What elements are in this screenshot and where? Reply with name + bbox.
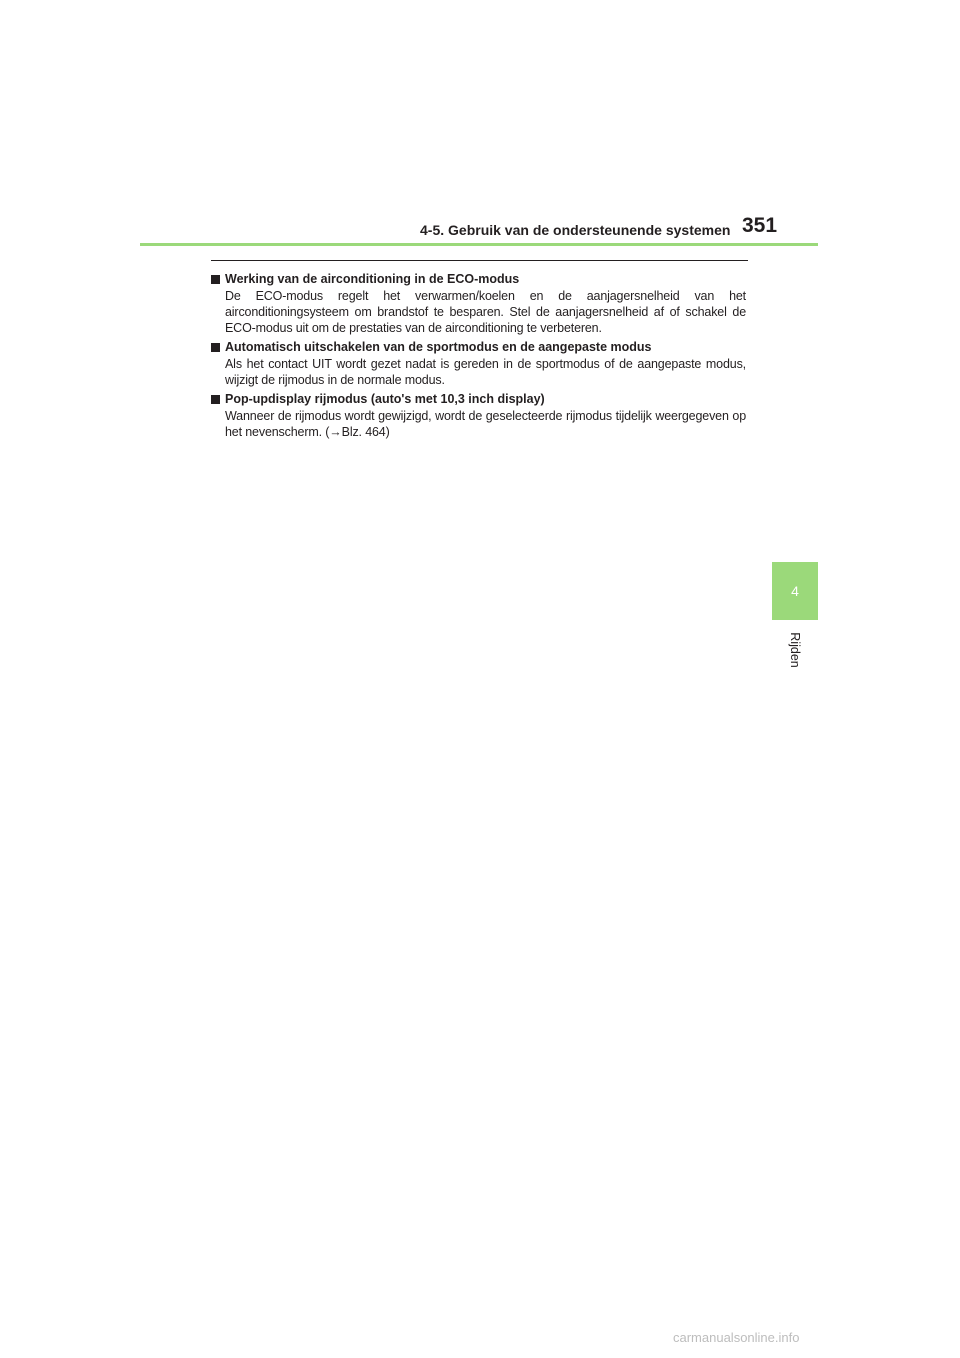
section-heading: Werking van de airconditioning in de ECO-modus [225,272,520,286]
section-heading: Pop-updisplay rijmodus (auto's met 10,3 inch display) [225,392,545,406]
header-rule [140,243,818,246]
footer-watermark: carmanualsonline.info [673,1330,800,1345]
section-body: Wanneer de rijmodus wordt gewijzigd, wordt de geselecteerde rijmodus tijdelijk weergegeven op het nevenscherm. (→Blz. 464) [225,409,746,439]
content [211,271,746,443]
square-bullet-icon [211,275,220,284]
chapter-label: Rijden [788,632,802,668]
header-title: 4-5. Gebruik van de ondersteunende systemen [420,222,731,238]
section-eco-airconditioning [211,271,746,336]
square-bullet-icon [211,395,220,404]
page-number: 351 [742,214,778,237]
section-popup-display [211,391,746,440]
section-sport-mode-off [211,339,746,388]
chapter-tab [772,562,818,620]
square-bullet-icon [211,343,220,352]
chapter-number: 4 [791,583,799,599]
content-rule [211,260,748,261]
section-body: Als het contact UIT wordt gezet nadat is gereden in de sportmodus of de aangepaste modus, wijzigt de rijmodus in de normale modus. [225,357,746,387]
section-heading: Automatisch uitschakelen van de sportmodus en de aangepaste modus [225,340,652,354]
section-body: De ECO-modus regelt het verwarmen/koelen en de aanjagersnelheid van het airconditioningsysteem om brandstof te besparen. Stel de aanjagersnelheid af of schakel de ECO-modus uit om de prestaties van de airconditioning te verbeteren. [225,289,746,335]
